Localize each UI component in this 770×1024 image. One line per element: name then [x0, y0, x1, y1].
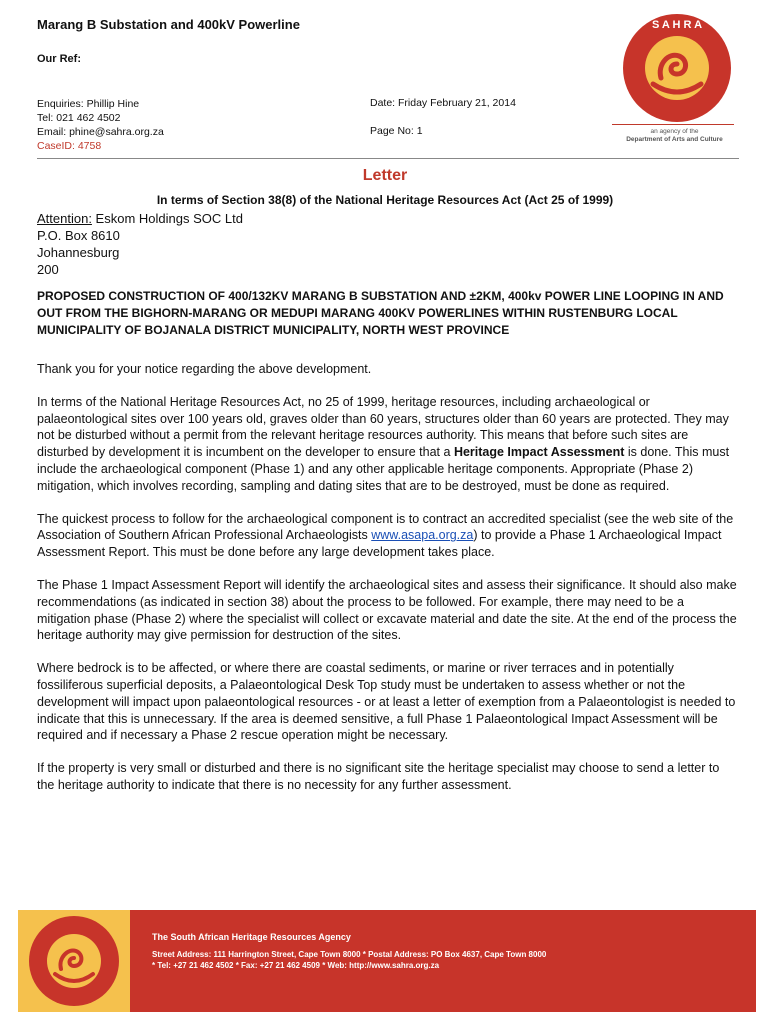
letter-title: Letter: [362, 167, 408, 184]
address-line-1: P.O. Box 8610: [37, 228, 120, 243]
act-section-line: In terms of Section 38(8) of the National Heritage Resources Act (Act 25 of 1999): [156, 193, 614, 207]
agency-divider: [612, 124, 734, 125]
footer-info-panel: [130, 910, 756, 1012]
paragraph-1: Thank you for your notice regarding the above development.: [37, 362, 372, 376]
email-line: Email: phine@sahra.org.za: [37, 126, 164, 138]
paragraph-5: Where bedrock is to be affected, or where there are coastal sediments, or marine or river terraces and in potentially fossiliferous superficial deposits, a Palaeontological Desk Top study must be undertaken to assess whether or not the development will impact upon palaeontological resources - or at least a letter of exemption from a Palaeontologist is needed to indicate that this is unnecessary. If the area is deemed sensitive, a full Phase 1 Palaeontological Impact Assessment will be required and if necessary a Phase 2 rescue operation might be necessary.: [37, 661, 736, 743]
attention-value: Eskom Holdings SOC Ltd: [91, 211, 243, 226]
recipient-address: [37, 210, 243, 278]
paragraph-3-text-a: The quickest process to follow for the archaeological component is to contract an accredited specialist (see the web site of the Association of Southern African Professional Archaeologists: [37, 511, 734, 543]
paragraph-6: If the property is very small or disturbed and there is no significant site the heritage specialist may choose to send a letter to the heritage authority to indicate that there is no necessity for any further assessment.: [37, 761, 720, 792]
paragraph-2-text-a: In terms of the National Heritage Resources Act, no 25 of 1999, heritage resources, including archaeological or palaeontological sites over 100 years old, graves older than 60 years, structures older than 60 years are protected. They may not be disturbed without a permit from the relevant heritage resources authority. This means that before such sites are disturbed by development it is incumbent on the developer to ensure that a: [37, 394, 729, 460]
footer-org-name: The South African Heritage Resources Agency: [152, 932, 351, 942]
footer-address-line-1: Street Address: 111 Harrington Street, Cape Town 8000 * Postal Address: PO Box 4637, Cape Town 8000: [152, 950, 547, 959]
footer-logo-panel: [18, 910, 130, 1012]
paragraph-4: The Phase 1 Impact Assessment Report will identify the archaeological sites and assess their significance. It should also make recommendations (as indicated in section 38) about the process to be followed. For example, there may need to be a mitigation phase (Phase 2) where the specialist will collect or excavate material and date the site. At the end of the process the heritage authority may give permission for destruction of the sites.: [37, 577, 737, 643]
sahra-logo: [617, 12, 737, 124]
paragraph-2-text-c: is done. This must include the archaeological component (Phase 1) and any other applicable heritage components. Appropriate (Phase 2) mitigation, which involves recording, sampling and dating sites that are to be destroyed, must be done as required.: [37, 445, 730, 493]
our-ref-label: Our Ref:: [37, 53, 81, 65]
address-line-2: Johannesburg: [37, 245, 120, 260]
page-number: Page No: 1: [370, 125, 423, 137]
enquiries-line: Enquiries: Phillip Hine: [37, 98, 140, 110]
tel-line: Tel: 021 462 4502: [37, 112, 121, 124]
letter-subject: PROPOSED CONSTRUCTION OF 400/132KV MARANG B SUBSTATION AND ±2KM, 400kv POWER LINE LOOPING IN AND OUT FROM THE BIGHORN-MARANG OR MEDUPI MARANG 400KV POWERLINES WITHIN RUSTENBURG LOCAL MUNICIPALITY OF BOJANALA DISTRICT MUNICIPALITY, NORTH WEST PROVINCE: [37, 289, 724, 337]
paragraph-3-text-b: ) to provide a Phase 1 Archaeological Impact Assessment Report. This must be done before any large development takes place.: [37, 528, 722, 560]
agency-caption: [612, 128, 737, 144]
address-line-3: 200: [37, 262, 59, 277]
paragraph-2: [37, 394, 737, 495]
agency-line-2: Department of Arts and Culture: [626, 136, 723, 143]
document-title: Marang B Substation and 400kV Powerline: [37, 17, 300, 32]
enquiry-block: [37, 97, 164, 153]
footer-address-line-2: * Tel: +27 21 462 4502 * Fax: +27 21 462 4509 * Web: http://www.sahra.org.za: [152, 961, 440, 970]
agency-line-1: an agency of the: [650, 128, 699, 135]
attention-line: [37, 210, 243, 227]
footer-address: [152, 949, 546, 971]
letter-body: [37, 361, 737, 810]
case-id: CaseID: 4758: [37, 140, 102, 152]
asapa-link[interactable]: www.asapa.org.za: [371, 528, 474, 543]
paragraph-3: [37, 511, 737, 561]
logo-letters: S A H R A: [651, 19, 703, 31]
heritage-impact-assessment-emphasis: Heritage Impact Assessment: [453, 445, 625, 460]
footer-banner: [18, 910, 756, 1012]
attention-label: Attention:: [37, 211, 92, 226]
letter-date: Date: Friday February 21, 2014: [370, 97, 516, 109]
header-divider: [37, 158, 739, 159]
footer-sahra-logo: [26, 914, 122, 1008]
